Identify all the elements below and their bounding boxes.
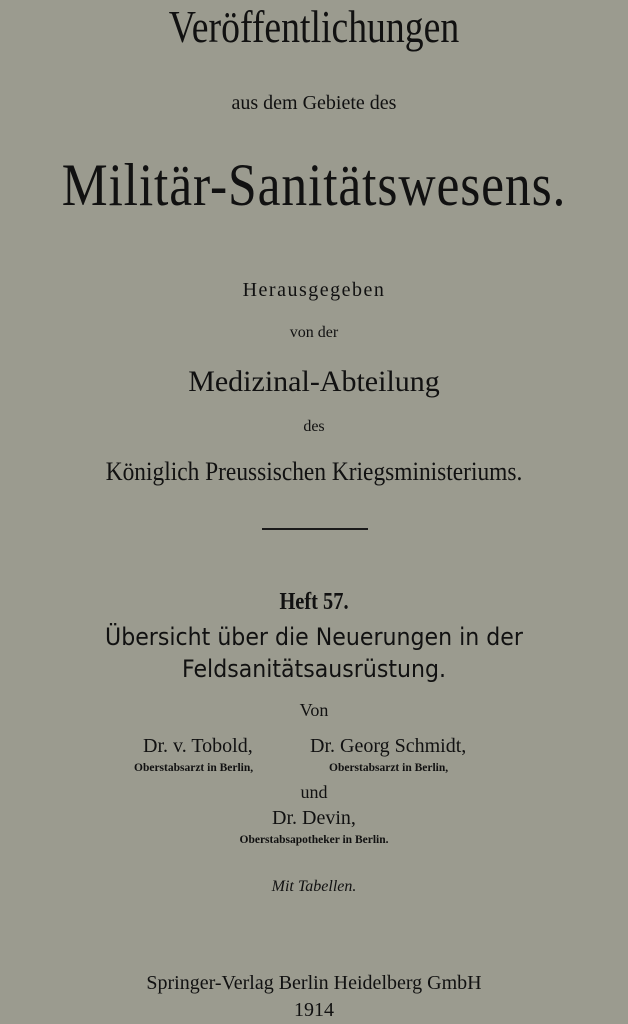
issue-title-line-2: Feldsanitätsausrüstung. (181, 655, 447, 683)
author-1-name: Dr. v. Tobold, (143, 735, 253, 757)
series-main-title: Militär-Sanitätswesens. (61, 152, 567, 218)
editor-department: Medizinal-Abteilung (188, 365, 440, 398)
editor-connector: von der (289, 324, 339, 341)
authors-and: und (300, 782, 328, 802)
divider-rule (262, 528, 368, 530)
author-3-role: Oberstabsapotheker in Berlin. (239, 834, 389, 846)
authors-by: Von (299, 700, 329, 720)
issue-title-line-1: Übersicht über die Neuerungen in der (105, 623, 523, 651)
tables-note: Mit Tabellen. (271, 878, 357, 895)
series-subtitle: aus dem Gebiete des (231, 92, 397, 114)
editor-ministry: Königlich Preussischen Kriegsministeriums. (105, 457, 523, 486)
series-title: Veröffentlichungen (168, 1, 460, 52)
author-3-name: Dr. Devin, (272, 807, 356, 829)
editor-connector-2: des (303, 418, 325, 435)
publication-year: 1914 (294, 999, 334, 1021)
author-2-role: Oberstabsarzt in Berlin, (329, 762, 449, 774)
issue-number: Heft 57. (279, 589, 349, 615)
author-2-name: Dr. Georg Schmidt, (310, 735, 467, 757)
publisher: Springer-Verlag Berlin Heidelberg GmbH (146, 972, 482, 994)
author-1-role: Oberstabsarzt in Berlin, (134, 762, 254, 774)
editor-label: Herausgegeben (242, 279, 386, 301)
